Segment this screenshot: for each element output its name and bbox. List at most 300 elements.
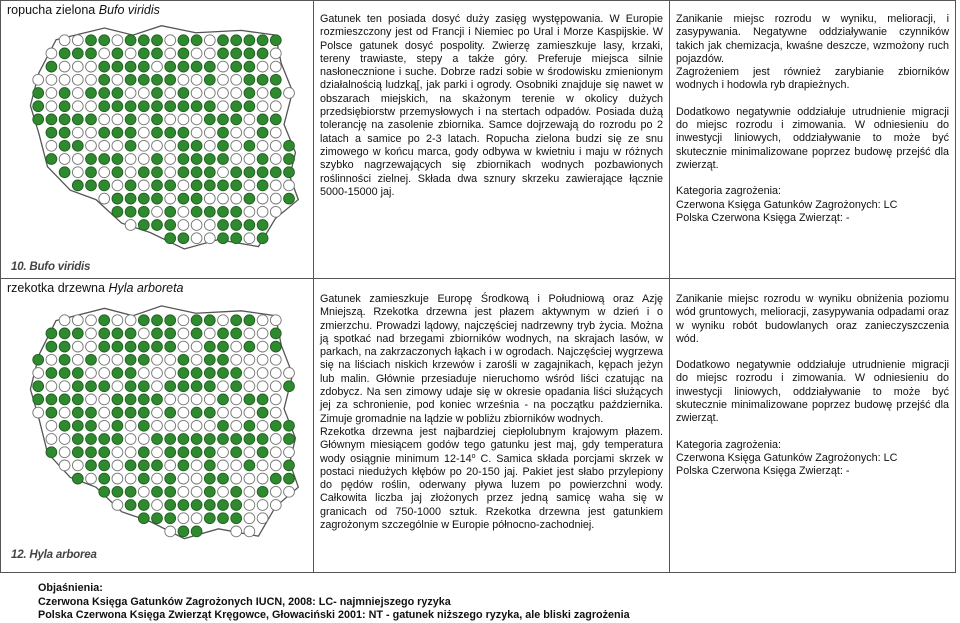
occurrence-square-filled: [86, 180, 97, 191]
occurrence-square-empty: [244, 526, 255, 537]
occurrence-square-filled: [218, 154, 229, 165]
occurrence-square-filled: [270, 35, 281, 46]
occurrence-square-filled: [99, 486, 110, 497]
occurrence-square-empty: [112, 460, 123, 471]
occurrence-square-filled: [178, 354, 189, 365]
occurrence-square-empty: [59, 407, 70, 418]
occurrence-square-filled: [204, 114, 215, 125]
occurrence-square-empty: [178, 328, 189, 339]
occurrence-square-filled: [72, 473, 83, 484]
occurrence-square-empty: [99, 114, 110, 125]
occurrence-square-empty: [112, 473, 123, 484]
occurrence-square-filled: [191, 368, 202, 379]
occurrence-square-empty: [204, 140, 215, 151]
occurrence-square-filled: [125, 341, 136, 352]
occurrence-square-filled: [257, 394, 268, 405]
occurrence-square-filled: [231, 328, 242, 339]
description-part: C. Samica składa porcjami skrzek w postaci niedużych kłębów po 20-150 jaj. Pakiet jest słabo przylepiony do pędów roślin, oderwany pływa luzem po powierzchni wody. Całkowita liczba jaj złożonych przez jedną samicę waha się w granicach od 750-1000 sztuk. Rzekotka drzewna jest gatunkiem zagrożonym szczególnie w Europie północno-zachodniej.: [320, 452, 663, 532]
occurrence-square-filled: [152, 127, 163, 138]
occurrence-square-filled: [244, 88, 255, 99]
legend-title: Objaśnienia:: [38, 582, 103, 594]
occurrence-square-empty: [72, 341, 83, 352]
occurrence-square-filled: [218, 368, 229, 379]
occurrence-square-filled: [218, 140, 229, 151]
occurrence-square-empty: [86, 127, 97, 138]
occurrence-square-empty: [138, 140, 149, 151]
occurrence-square-empty: [86, 368, 97, 379]
occurrence-square-filled: [99, 180, 110, 191]
occurrence-square-empty: [112, 500, 123, 511]
distribution-map-hyla: [1, 279, 313, 572]
occurrence-square-empty: [152, 206, 163, 217]
occurrence-square-empty: [270, 127, 281, 138]
occurrence-square-filled: [231, 447, 242, 458]
occurrence-square-filled: [204, 341, 215, 352]
occurrence-square-filled: [125, 193, 136, 204]
occurrence-square-filled: [72, 434, 83, 445]
occurrence-square-empty: [257, 420, 268, 431]
species-name-latin: Hyla arboreta: [108, 281, 184, 295]
occurrence-square-empty: [86, 328, 97, 339]
occurrence-square-filled: [165, 447, 176, 458]
occurrence-square-empty: [138, 114, 149, 125]
occurrence-square-filled: [178, 88, 189, 99]
occurrence-square-filled: [231, 315, 242, 326]
occurrence-square-filled: [244, 394, 255, 405]
occurrence-square-empty: [191, 341, 202, 352]
occurrence-square-empty: [270, 61, 281, 72]
species-name-latin: Bufo viridis: [98, 3, 160, 17]
occurrence-square-empty: [165, 420, 176, 431]
occurrence-square-filled: [125, 61, 136, 72]
occurrence-square-filled: [112, 328, 123, 339]
occurrence-square-filled: [191, 500, 202, 511]
occurrence-square-filled: [86, 460, 97, 471]
occurrence-square-empty: [257, 206, 268, 217]
occurrence-square-empty: [270, 48, 281, 59]
occurrence-square-filled: [33, 88, 44, 99]
occurrence-square-filled: [86, 434, 97, 445]
occurrence-square-filled: [152, 315, 163, 326]
occurrence-square-filled: [178, 140, 189, 151]
occurrence-square-empty: [112, 381, 123, 392]
occurrence-square-filled: [152, 486, 163, 497]
occurrence-square-filled: [99, 473, 110, 484]
occurrence-square-empty: [244, 473, 255, 484]
occurrence-square-filled: [86, 114, 97, 125]
occurrence-square-empty: [46, 48, 57, 59]
occurrence-square-filled: [152, 460, 163, 471]
occurrence-square-filled: [33, 381, 44, 392]
occurrence-square-filled: [86, 88, 97, 99]
occurrence-square-empty: [165, 114, 176, 125]
occurrence-square-filled: [112, 88, 123, 99]
occurrence-square-empty: [257, 513, 268, 524]
occurrence-square-filled: [244, 167, 255, 178]
occurrence-square-filled: [72, 447, 83, 458]
occurrence-square-filled: [218, 500, 229, 511]
occurrence-square-filled: [231, 61, 242, 72]
occurrence-square-empty: [125, 473, 136, 484]
occurrence-square-filled: [86, 48, 97, 59]
occurrence-square-filled: [204, 315, 215, 326]
occurrence-square-filled: [231, 48, 242, 59]
occurrence-square-empty: [165, 354, 176, 365]
occurrence-square-empty: [112, 35, 123, 46]
occurrence-square-filled: [191, 407, 202, 418]
occurrence-square-filled: [204, 500, 215, 511]
occurrence-square-filled: [86, 420, 97, 431]
occurrence-square-filled: [125, 35, 136, 46]
occurrence-square-filled: [165, 233, 176, 244]
occurrence-square-empty: [191, 460, 202, 471]
occurrence-square-empty: [244, 127, 255, 138]
occurrence-square-filled: [204, 407, 215, 418]
occurrence-square-empty: [125, 220, 136, 231]
occurrence-square-filled: [112, 127, 123, 138]
occurrence-square-empty: [270, 315, 281, 326]
occurrence-square-empty: [112, 114, 123, 125]
occurrence-square-filled: [244, 315, 255, 326]
occurrence-square-empty: [284, 88, 295, 99]
occurrence-square-filled: [191, 61, 202, 72]
occurrence-square-filled: [152, 180, 163, 191]
occurrence-square-empty: [191, 513, 202, 524]
occurrence-square-empty: [244, 447, 255, 458]
occurrence-square-empty: [191, 220, 202, 231]
occurrence-square-empty: [125, 420, 136, 431]
occurrence-square-filled: [178, 233, 189, 244]
occurrence-square-empty: [86, 341, 97, 352]
occurrence-square-filled: [99, 341, 110, 352]
occurrence-square-filled: [99, 101, 110, 112]
occurrence-square-empty: [218, 74, 229, 85]
occurrence-square-filled: [218, 328, 229, 339]
occurrence-square-empty: [165, 167, 176, 178]
category-title: Kategoria zagrożenia:: [676, 438, 782, 451]
occurrence-square-empty: [46, 434, 57, 445]
occurrence-square-filled: [178, 368, 189, 379]
occurrence-square-empty: [152, 447, 163, 458]
occurrence-square-empty: [138, 88, 149, 99]
occurrence-square-filled: [257, 48, 268, 59]
occurrence-square-filled: [152, 154, 163, 165]
occurrence-square-empty: [72, 35, 83, 46]
occurrence-square-filled: [218, 127, 229, 138]
occurrence-square-filled: [152, 114, 163, 125]
occurrence-square-filled: [165, 407, 176, 418]
occurrence-square-empty: [165, 140, 176, 151]
legend-line: Czerwona Księga Gatunków Zagrożonych IUCN, 2008: LC- najmniejszego ryzyka: [38, 595, 451, 608]
occurrence-square-empty: [191, 486, 202, 497]
occurrence-square-filled: [33, 354, 44, 365]
occurrence-square-empty: [99, 420, 110, 431]
occurrence-square-filled: [125, 114, 136, 125]
occurrence-square-empty: [46, 420, 57, 431]
occurrence-square-filled: [257, 233, 268, 244]
occurrence-square-empty: [270, 206, 281, 217]
occurrence-square-filled: [72, 368, 83, 379]
occurrence-square-empty: [257, 460, 268, 471]
occurrence-square-filled: [204, 354, 215, 365]
occurrence-square-filled: [86, 35, 97, 46]
occurrence-square-filled: [231, 114, 242, 125]
occurrence-square-filled: [270, 74, 281, 85]
occurrence-square-filled: [125, 407, 136, 418]
occurrence-square-empty: [138, 180, 149, 191]
legend: [38, 582, 630, 623]
occurrence-square-empty: [152, 420, 163, 431]
occurrence-square-empty: [112, 354, 123, 365]
occurrence-square-empty: [112, 447, 123, 458]
occurrence-square-empty: [204, 35, 215, 46]
occurrence-square-empty: [138, 127, 149, 138]
occurrence-square-empty: [231, 74, 242, 85]
occurrence-square-empty: [59, 434, 70, 445]
occurrence-square-empty: [270, 193, 281, 204]
occurrence-square-filled: [218, 473, 229, 484]
occurrence-square-empty: [257, 193, 268, 204]
occurrence-square-empty: [218, 193, 229, 204]
occurrence-square-filled: [178, 381, 189, 392]
occurrence-square-empty: [191, 88, 202, 99]
occurrence-square-empty: [165, 88, 176, 99]
occurrence-square-empty: [138, 368, 149, 379]
occurrence-square-empty: [46, 74, 57, 85]
occurrence-square-empty: [244, 154, 255, 165]
occurrence-square-empty: [59, 35, 70, 46]
occurrence-square-empty: [125, 434, 136, 445]
occurrence-square-filled: [112, 420, 123, 431]
occurrence-square-empty: [191, 354, 202, 365]
occurrence-square-filled: [165, 381, 176, 392]
occurrence-square-filled: [152, 394, 163, 405]
occurrence-square-filled: [270, 114, 281, 125]
occurrence-square-filled: [191, 328, 202, 339]
occurrence-square-empty: [218, 381, 229, 392]
occurrence-square-filled: [99, 381, 110, 392]
occurrence-square-filled: [284, 473, 295, 484]
occurrence-square-empty: [204, 394, 215, 405]
occurrence-square-filled: [152, 220, 163, 231]
occurrence-square-empty: [72, 167, 83, 178]
occurrence-square-empty: [257, 381, 268, 392]
occurrence-square-filled: [284, 140, 295, 151]
occurrence-square-filled: [244, 341, 255, 352]
occurrence-square-filled: [138, 500, 149, 511]
occurrence-square-empty: [125, 447, 136, 458]
occurrence-square-filled: [204, 447, 215, 458]
occurrence-square-filled: [218, 420, 229, 431]
occurrence-square-filled: [165, 513, 176, 524]
species-row: [1, 1, 956, 279]
occurrence-square-filled: [86, 167, 97, 178]
occurrence-square-empty: [112, 315, 123, 326]
occurrence-square-filled: [112, 434, 123, 445]
occurrence-square-filled: [152, 328, 163, 339]
occurrence-square-empty: [165, 460, 176, 471]
occurrence-square-empty: [125, 315, 136, 326]
occurrence-square-empty: [244, 206, 255, 217]
occurrence-square-filled: [59, 341, 70, 352]
occurrence-square-filled: [231, 101, 242, 112]
occurrence-square-filled: [165, 341, 176, 352]
occurrence-square-filled: [284, 420, 295, 431]
occurrence-square-empty: [231, 460, 242, 471]
occurrence-square-filled: [125, 101, 136, 112]
occurrence-square-filled: [218, 206, 229, 217]
occurrence-square-filled: [152, 193, 163, 204]
map-cell: [1, 279, 314, 573]
occurrence-square-filled: [152, 341, 163, 352]
occurrence-square-empty: [231, 154, 242, 165]
occurrence-square-filled: [191, 447, 202, 458]
occurrence-square-filled: [72, 381, 83, 392]
occurrence-square-filled: [244, 193, 255, 204]
occurrence-square-empty: [178, 206, 189, 217]
occurrence-square-filled: [284, 381, 295, 392]
occurrence-square-empty: [191, 420, 202, 431]
occurrence-square-filled: [138, 394, 149, 405]
occurrence-square-empty: [59, 381, 70, 392]
occurrence-square-filled: [152, 434, 163, 445]
occurrence-square-filled: [165, 180, 176, 191]
occurrence-square-filled: [138, 101, 149, 112]
occurrence-square-empty: [59, 61, 70, 72]
occurrence-square-filled: [59, 88, 70, 99]
occurrence-square-filled: [152, 513, 163, 524]
occurrence-square-empty: [112, 180, 123, 191]
occurrence-square-filled: [72, 140, 83, 151]
occurrence-square-filled: [244, 140, 255, 151]
species-row: [1, 279, 956, 573]
occurrence-square-filled: [284, 193, 295, 204]
occurrence-square-empty: [33, 407, 44, 418]
occurrence-square-filled: [138, 74, 149, 85]
occurrence-square-filled: [72, 48, 83, 59]
occurrence-square-filled: [138, 420, 149, 431]
occurrence-square-filled: [112, 193, 123, 204]
distribution-map-bufo: [1, 1, 313, 278]
occurrence-square-filled: [112, 101, 123, 112]
occurrence-square-empty: [270, 500, 281, 511]
occurrence-square-empty: [270, 407, 281, 418]
occurrence-square-filled: [257, 220, 268, 231]
occurrence-square-filled: [165, 127, 176, 138]
occurrence-square-filled: [284, 434, 295, 445]
occurrence-square-filled: [86, 381, 97, 392]
occurrence-square-filled: [152, 167, 163, 178]
occurrence-square-empty: [218, 167, 229, 178]
occurrence-square-filled: [99, 447, 110, 458]
species-name: [7, 3, 160, 17]
occurrence-square-filled: [165, 473, 176, 484]
occurrence-square-empty: [244, 328, 255, 339]
occurrence-square-empty: [244, 381, 255, 392]
occurrence-square-filled: [191, 101, 202, 112]
occurrence-square-filled: [99, 434, 110, 445]
occurrence-square-empty: [178, 473, 189, 484]
occurrence-square-empty: [218, 486, 229, 497]
occurrence-square-filled: [178, 35, 189, 46]
category-line: Polska Czerwona Księga Zwierząt: -: [676, 211, 850, 224]
occurrence-square-empty: [59, 154, 70, 165]
occurrence-square-filled: [257, 35, 268, 46]
occurrence-square-filled: [191, 167, 202, 178]
occurrence-square-filled: [218, 220, 229, 231]
occurrence-square-empty: [86, 74, 97, 85]
occurrence-square-filled: [72, 114, 83, 125]
species-description: Gatunek ten posiada dosyć duży zasięg występowania. W Europie rozmieszczony jest od Francji i Niemiec po Ural i Morze Kaspijskie. W Polsce gatunek dosyć pospolity. Zwierzę zamieszkuje lasy, krzaki, tereny trawiaste, stepy a także góry. Preferuje miejsca silnie nasłonecznione i suche. Dobrze radzi sobie w środowisku zmienionym działalnością ludzką[, jak parki i ogrody. Osobniki znajduje się nawet w obszarach miejskich, na skażonym terenie w okolicy dużych przedsiębiorstw przemysłowych i na stertach odpadów. Posiada dużą tolerancję na zasolenie zbiornika. Samce dojrzewają do rozrodu po 2 latach a samice po 2-3 latach. Ropucha zielona budzi się ze snu zimowego w końcu marca, gody odbywa w kwietniu i maju w różnych szybko nagrzewających się zbiornikach wodnych pozbawionych roślinności zielnej. Składa dwa sznury skrzeku zawierające łącznie 5000-15000 jaj.: [320, 13, 663, 198]
occurrence-square-empty: [257, 61, 268, 72]
occurrence-square-filled: [165, 220, 176, 231]
occurrence-square-filled: [178, 61, 189, 72]
legend-line: Polska Czerwona Księga Zwierząt Kręgowce, Głowaciński 2001: NT - gatunek niższego ryzyka, ale bliski zagrożenia: [38, 609, 630, 621]
occurrence-square-filled: [138, 193, 149, 204]
occurrence-square-filled: [112, 206, 123, 217]
occurrence-square-filled: [152, 35, 163, 46]
occurrence-square-filled: [112, 154, 123, 165]
occurrence-square-filled: [244, 434, 255, 445]
occurrence-square-filled: [72, 420, 83, 431]
occurrence-square-filled: [138, 206, 149, 217]
occurrence-square-filled: [231, 486, 242, 497]
occurrence-square-empty: [165, 368, 176, 379]
occurrence-square-empty: [231, 127, 242, 138]
occurrence-square-empty: [204, 328, 215, 339]
occurrence-square-empty: [178, 114, 189, 125]
occurrence-square-filled: [257, 114, 268, 125]
occurrence-square-empty: [191, 394, 202, 405]
occurrence-square-empty: [152, 354, 163, 365]
occurrence-square-filled: [125, 486, 136, 497]
occurrence-square-empty: [112, 74, 123, 85]
occurrence-square-filled: [244, 35, 255, 46]
occurrence-square-empty: [99, 193, 110, 204]
occurrence-square-filled: [165, 61, 176, 72]
occurrence-square-empty: [152, 140, 163, 151]
occurrence-square-empty: [46, 101, 57, 112]
occurrence-square-empty: [284, 180, 295, 191]
occurrence-square-empty: [270, 486, 281, 497]
occurrence-square-empty: [270, 140, 281, 151]
occurrence-square-filled: [191, 526, 202, 537]
occurrence-square-filled: [152, 101, 163, 112]
occurrence-square-filled: [99, 154, 110, 165]
occurrence-square-filled: [178, 460, 189, 471]
occurrence-square-filled: [152, 88, 163, 99]
occurrence-square-filled: [138, 315, 149, 326]
occurrence-square-filled: [72, 180, 83, 191]
occurrence-square-empty: [46, 354, 57, 365]
occurrence-square-filled: [257, 486, 268, 497]
occurrence-square-filled: [218, 341, 229, 352]
occurrence-square-empty: [72, 101, 83, 112]
occurrence-square-filled: [165, 328, 176, 339]
category-line: Czerwona Księga Gatunków Zagrożonych: LC: [676, 451, 898, 464]
occurrence-square-filled: [231, 381, 242, 392]
occurrence-square-filled: [191, 206, 202, 217]
occurrence-square-empty: [165, 35, 176, 46]
occurrence-square-filled: [59, 114, 70, 125]
occurrence-square-empty: [178, 341, 189, 352]
occurrence-square-filled: [204, 486, 215, 497]
category-line: Czerwona Księga Gatunków Zagrożonych: LC: [676, 198, 898, 211]
occurrence-square-filled: [191, 315, 202, 326]
occurrence-square-empty: [191, 127, 202, 138]
occurrence-square-filled: [125, 180, 136, 191]
occurrence-square-filled: [257, 127, 268, 138]
